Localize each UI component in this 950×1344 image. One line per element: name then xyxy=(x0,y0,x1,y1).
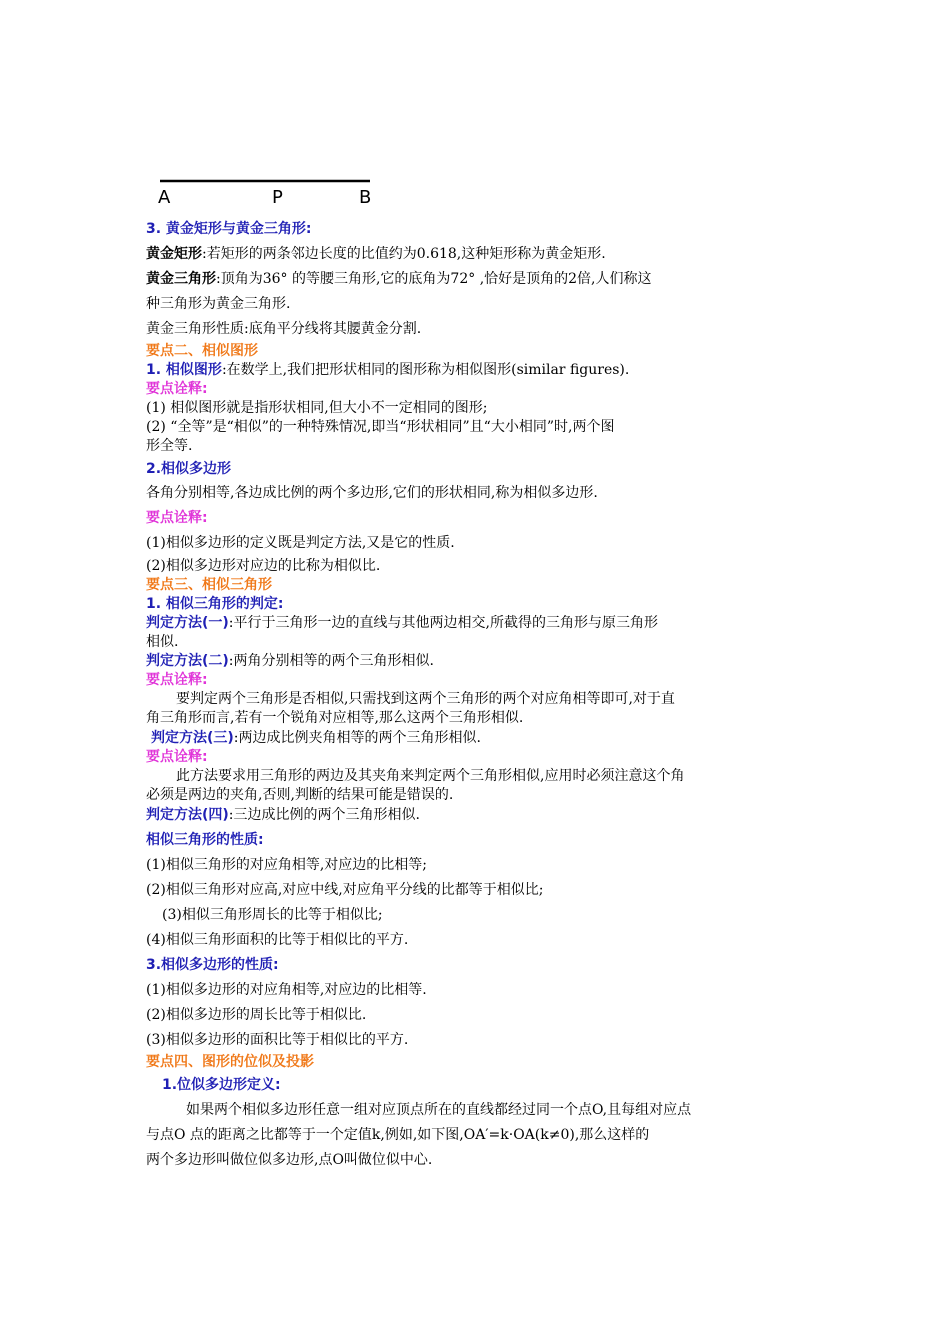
criterion-2 xyxy=(146,652,434,670)
property-item: (4)相似三角形面积的比等于相似比的平方. xyxy=(146,932,409,948)
criterion-1 xyxy=(146,614,658,632)
note-line: (2) “全等”是“相似”的一种特殊情况,即当“形状相同”且“大小相同”时,两个图 xyxy=(146,419,615,435)
criterion-1-text: :平行于三角形一边的直线与其他两边相交,所截得的三角形与原三角形 xyxy=(228,615,658,631)
golden-rect-text: :若矩形的两条邻边长度的比值约为0.618,这种矩形称为黄金矩形. xyxy=(202,246,606,262)
golden-tri-property: 黄金三角形性质:底角平分线将其腰黄金分割. xyxy=(146,321,422,337)
similar-polygons-definition: 各角分别相等,各边成比例的两个多边形,它们的形状相同,称为相似多边形. xyxy=(146,485,598,501)
keypoint2-title: 要点二、相似图形 xyxy=(146,343,258,359)
criterion-1-term: 判定方法(一) xyxy=(146,615,229,631)
criterion-3-text: :两边成比例夹角相等的两个三角形相似. xyxy=(233,730,481,746)
golden-tri-text-cont: 种三角形为黄金三角形. xyxy=(146,296,291,312)
note-heading: 要点诠释: xyxy=(146,749,208,765)
note-line: (1) 相似图形就是指形状相同,但大小不一定相同的图形; xyxy=(146,400,488,416)
note-heading: 要点诠释: xyxy=(146,510,208,526)
similar-figures-term: 1. 相似图形 xyxy=(146,362,222,378)
label-p: P xyxy=(272,187,283,208)
paragraph-line: 两个多边形叫做位似多边形,点O叫做位似中心. xyxy=(146,1152,433,1168)
paragraph-line: 如果两个相似多边形任意一组对应顶点所在的直线都经过同一个点O,且每组对应点 xyxy=(186,1102,692,1118)
golden-tri-definition xyxy=(146,270,652,288)
property-item: (2)相似三角形对应高,对应中线,对应角平分线的比都等于相似比; xyxy=(146,882,544,898)
golden-tri-text: :顶角为36° 的等腰三角形,它的底角为72° ,恰好是顶角的2倍,人们称这 xyxy=(216,271,652,287)
property-item: (3)相似三角形周长的比等于相似比; xyxy=(162,907,383,923)
criterion-1-cont: 相似. xyxy=(146,634,179,650)
similar-figures-text: :在数学上,我们把形状相同的图形称为相似图形(similar figures). xyxy=(221,362,630,378)
criterion-2-term: 判定方法(二) xyxy=(146,653,229,669)
note-line: (2)相似多边形对应边的比称为相似比. xyxy=(146,558,381,574)
polygon-properties-heading: 3.相似多边形的性质: xyxy=(146,957,279,973)
similar-polygons-heading: 2.相似多边形 xyxy=(146,461,232,477)
criterion-4-term: 判定方法(四) xyxy=(146,807,229,823)
triangle-criteria-heading: 1. 相似三角形的判定: xyxy=(146,596,284,612)
keypoint3-title: 要点三、相似三角形 xyxy=(146,577,272,593)
property-item: (1)相似三角形的对应角相等,对应边的比相等; xyxy=(146,857,427,873)
note-heading: 要点诠释: xyxy=(146,672,208,688)
golden-rect-definition xyxy=(146,245,606,263)
criterion-3-term: 判定方法(三) xyxy=(151,730,234,746)
property-item: (3)相似多边形的面积比等于相似比的平方. xyxy=(146,1032,409,1048)
golden-tri-term: 黄金三角形 xyxy=(146,271,216,287)
golden-rect-term: 黄金矩形 xyxy=(146,246,202,262)
similar-figures-definition xyxy=(146,361,629,379)
note-line: 角三角形而言,若有一个锐角对应相等,那么这两个三角形相似. xyxy=(146,710,524,726)
note-line: (1)相似多边形的定义既是判定方法,又是它的性质. xyxy=(146,535,455,551)
section3-heading: 3. 黄金矩形与黄金三角形: xyxy=(146,221,312,237)
keypoint4-title: 要点四、图形的位似及投影 xyxy=(146,1054,314,1070)
criterion-2-text: :两角分别相等的两个三角形相似. xyxy=(228,653,434,669)
note-line: 要判定两个三角形是否相似,只需找到这两个三角形的两个对应角相等即可,对于直 xyxy=(176,691,675,707)
criterion-3 xyxy=(151,729,481,747)
segment-apb-diagram xyxy=(156,172,386,212)
note-heading: 要点诠释: xyxy=(146,381,208,397)
note-line: 形全等. xyxy=(146,438,193,454)
paragraph-line: 与点O 点的距离之比都等于一个定值k,例如,如下图,OA′=k·OA(k≠0),那么这样的 xyxy=(146,1127,650,1143)
property-item: (1)相似多边形的对应角相等,对应边的比相等. xyxy=(146,982,427,998)
note-line: 必须是两边的夹角,否则,判断的结果可能是错误的. xyxy=(146,787,454,803)
homothetic-definition-heading: 1.位似多边形定义: xyxy=(162,1077,281,1093)
criterion-4-text: :三边成比例的两个三角形相似. xyxy=(228,807,420,823)
note-line: 此方法要求用三角形的两边及其夹角来判定两个三角形相似,应用时必须注意这个角 xyxy=(176,768,685,784)
label-b: B xyxy=(359,187,372,208)
property-item: (2)相似多边形的周长比等于相似比. xyxy=(146,1007,367,1023)
label-a: A xyxy=(158,187,171,208)
criterion-4 xyxy=(146,806,420,824)
triangle-properties-heading: 相似三角形的性质: xyxy=(146,832,264,848)
